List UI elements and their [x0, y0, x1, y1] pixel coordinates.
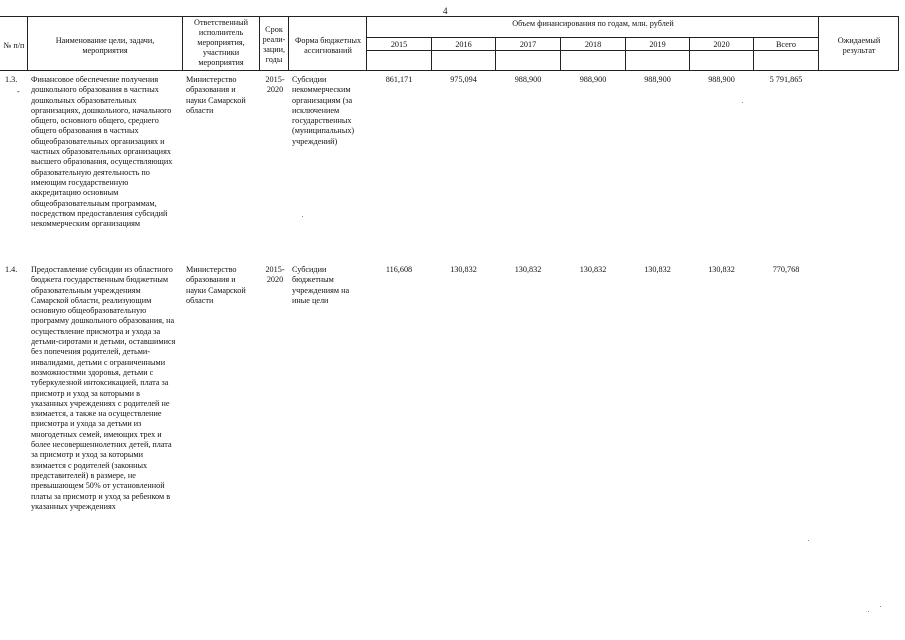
- row-1-4-2019: 130,832: [644, 265, 671, 274]
- header-num: № п/п: [3, 41, 25, 50]
- row-1-4-2015: 116,608: [385, 265, 413, 274]
- row-1-3-num: 1.3.: [5, 75, 18, 84]
- header-result: Ожидаемый результат: [837, 36, 881, 55]
- row-1-4-responsible: Министерство образования и науки Самарской области: [186, 265, 246, 305]
- header-year-2015: 2015: [390, 40, 408, 49]
- years-header-top-border: [366, 37, 818, 38]
- row-1-3-name: Финансовое обеспечение получения дошкольного образования в частных дошкольных образовательных организациях, дошкольного, начального общего, основного общего, среднего общего образования в частных общеобразовательных организациях и частных образовательных организациях высшего образования, осуществляющих образовательную деятельность по имеющим государственную аккредитацию основным общеобразовательным программам, посредством предоставления субсидий некоммерческим организациям: [31, 75, 173, 229]
- row-1-3-term: 2015- 2020: [265, 75, 285, 95]
- row-1-4-2020: 130,832: [708, 265, 735, 274]
- row-1-4-2017: 130,832: [514, 265, 542, 274]
- row-1-3-responsible: Министерство образования и науки Самарской области: [186, 75, 246, 115]
- row-1-4-total: 770,768: [772, 265, 800, 274]
- header-year-2017: 2017: [519, 40, 537, 49]
- scan-speck: [808, 540, 809, 541]
- header-year-2016: 2016: [455, 40, 472, 49]
- header-responsible: Ответственный исполнитель мероприятия, участники мероприятия: [194, 18, 248, 67]
- row-1-3-form: Субсидии некоммерческим организациям (за исключением государственных (муниципальных) учреждений): [292, 75, 355, 146]
- col-border: [182, 16, 183, 71]
- scan-speck: [868, 611, 869, 612]
- row-1-3-2018: 988,900: [579, 75, 607, 84]
- col-border: [27, 16, 28, 71]
- row-1-3-2017: 988,900: [514, 75, 542, 84]
- row-1-3-dash: -: [17, 87, 20, 96]
- scan-speck: [742, 102, 743, 103]
- page-number: 4: [443, 6, 448, 16]
- years-header-bottom-border: [366, 50, 818, 51]
- row-1-4-2018: 130,832: [579, 265, 607, 274]
- row-1-4-2016: 130,832: [450, 265, 477, 274]
- col-border: [898, 16, 899, 71]
- header-financing: Объем финансирования по годам, млн. рублей: [512, 19, 674, 28]
- header-name: Наименование цели, задачи, мероприятия: [55, 36, 155, 55]
- header-term: Срок реали- зации, годы: [262, 25, 286, 64]
- scan-speck: [302, 216, 303, 217]
- row-1-4-form: Субсидии бюджетным учреждениям на иные цели: [292, 265, 350, 305]
- scan-speck: [880, 606, 881, 607]
- header-year-2019: 2019: [649, 40, 666, 49]
- row-1-3-2016: 975,094: [450, 75, 477, 84]
- row-1-3-2020: 988,900: [708, 75, 735, 84]
- header-year-2018: 2018: [584, 40, 602, 49]
- table-top-border: [0, 16, 899, 17]
- row-1-3-2019: 988,900: [644, 75, 671, 84]
- row-1-4-term: 2015- 2020: [265, 265, 285, 285]
- header-total: Всего: [775, 40, 797, 49]
- row-1-4-name: Предоставление субсидии из областного бюджета государственным бюджетным образовательным учреждениям Самарской области, реализующим основную общеобразовательную программу дошкольного образования, на осуществление присмотра и ухода за детьми-сиротами и детьми, оставшимися без попечения родителей, детьми- инвалидами, детьми с ограниченными возможностями здоровья, детьми с туберкулезной интоксикацией, плата за присмотр и уход за которыми в указанных учреждениях с родителей не взимается, а также на осуществление присмотра и ухода за детьми из многодетных семей, имеющих трех и более несовершеннолетних детей, плата за присмотр и уход за которыми взимается с родителей (законных представителей) в размере, не превышающем 50% от установленной платы за присмотр и уход за ребенком в указанных учреждениях: [31, 265, 176, 511]
- row-1-3-total: 5 791,865: [769, 75, 803, 84]
- row-1-4-num: 1.4.: [5, 265, 18, 274]
- header-bottom-border: [0, 70, 899, 71]
- col-border: [818, 16, 819, 71]
- header-form: Форма бюджетных ассигнований: [294, 36, 362, 55]
- row-1-3-2015: 861,171: [385, 75, 413, 84]
- col-border: [288, 16, 289, 71]
- header-year-2020: 2020: [713, 40, 730, 49]
